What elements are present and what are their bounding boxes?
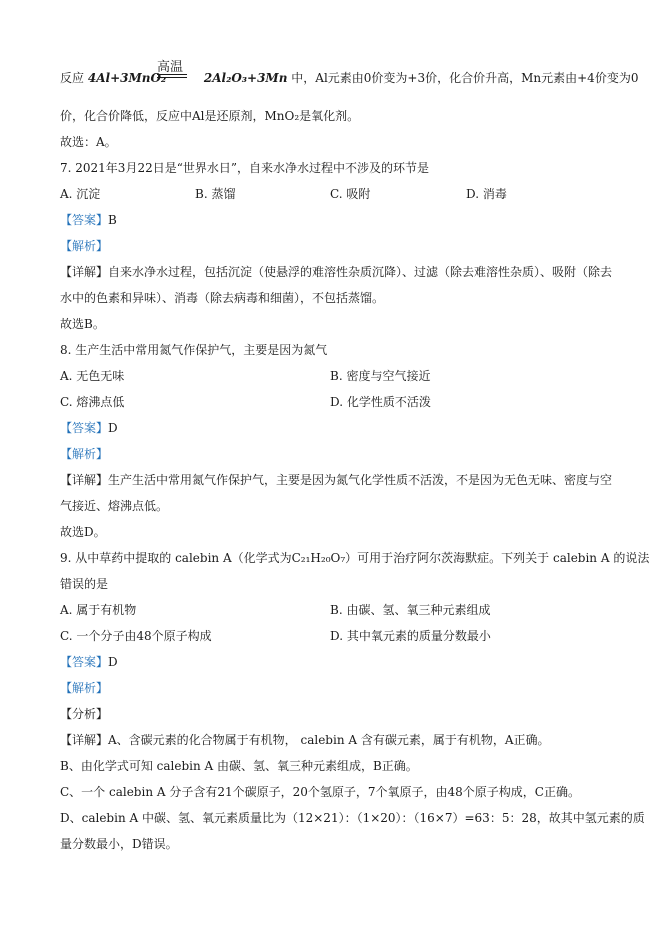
- q8-answer-tag: 【答案】: [60, 421, 109, 435]
- reaction-line: [60, 70, 638, 86]
- q7-option-c: C. 吸附: [330, 187, 371, 201]
- q9-detail-a-text: A、含碳元素的化合物属于有机物， calebin A 含有碳元素，属于有机物，A正确。: [108, 733, 550, 747]
- q8-conclusion: 故选D。: [60, 525, 106, 539]
- q7-conclusion: 故选B。: [60, 317, 105, 331]
- q7-detail-1: [60, 264, 612, 280]
- q8-detail-1: [60, 472, 612, 488]
- q7-option-d: D. 消毒: [466, 187, 507, 201]
- q8-option-b: B. 密度与空气接近: [330, 369, 431, 383]
- q8-option-c: C. 熔沸点低: [60, 395, 125, 409]
- q7-answer-tag: 【答案】: [60, 213, 109, 227]
- q9-stem-1: 9. 从中草药中提取的 calebin A（化学式为C₂₁H₂₀O₇）可用于治疗阿尔茨海默症。下列关于 calebin A 的说法: [60, 551, 650, 565]
- reaction-equals-top: [157, 74, 187, 75]
- q8-detail-text-1: 生产生活中常用氮气作保护气，主要是因为氮气化学性质不活泼，不是因为无色无味、密度与空: [108, 473, 613, 487]
- q9-detail-d1: D、calebin A 中碳、氢、氧元素质量比为（12×21）：（1×20）：（16×7）=63：5：28，故其中氢元素的质: [60, 811, 645, 825]
- q9-detail-tag: 【详解】: [60, 733, 109, 747]
- q9-analysis-tag: 【解析】: [60, 681, 109, 695]
- q7-option-a: A. 沉淀: [60, 187, 101, 201]
- q9-fenxi-tag: 【分析】: [60, 707, 109, 721]
- q9-option-a: A. 属于有机物: [60, 603, 137, 617]
- reaction-continuation: 价，化合价降低，反应中Al是还原剂，MnO₂是氧化剂。: [60, 109, 360, 123]
- q8-detail-tag: 【详解】: [60, 473, 109, 487]
- q9-detail-a: [60, 732, 550, 748]
- reaction-lhs: 4Al+3MnO₂: [87, 71, 167, 85]
- q9-option-d: D. 其中氧元素的质量分数最小: [330, 629, 491, 643]
- q9-detail-b: B、由化学式可知 calebin A 由碳、氢、氧三种元素组成，B正确。: [60, 759, 418, 773]
- q6-conclusion: 故选：A。: [60, 135, 117, 149]
- q9-answer-tag: 【答案】: [60, 655, 109, 669]
- q7-answer: [60, 212, 117, 228]
- q7-stem: 7. 2021年3月22日是“世界水日”，自来水净水过程中不涉及的环节是: [60, 161, 429, 175]
- reaction-suffix: 中，Al元素由0价变为+3价，化合价升高，Mn元素由+4价变为0: [291, 71, 639, 85]
- q8-option-d: D. 化学性质不活泼: [330, 395, 431, 409]
- q9-option-b: B. 由碳、氢、氧三种元素组成: [330, 603, 491, 617]
- q8-answer-value: D: [108, 421, 118, 435]
- reaction-condition: 高温: [157, 60, 184, 75]
- reaction-prefix: 反应: [60, 71, 85, 85]
- q7-detail-2: 水中的色素和异味）、消毒（除去病毒和细菌），不包括蒸馏。: [60, 291, 385, 305]
- q8-detail-2: 气接近、熔沸点低。: [60, 499, 169, 513]
- q9-detail-d2: 量分数最小，D错误。: [60, 837, 178, 851]
- q9-answer: [60, 654, 118, 670]
- reaction-rhs: 2Al₂O₃+3Mn: [203, 71, 288, 85]
- q8-answer: [60, 420, 118, 436]
- q7-detail-text-1: 自来水净水过程，包括沉淀（使悬浮的难溶性杂质沉降）、过滤（除去难溶性杂质）、吸附（除去: [108, 265, 613, 279]
- q7-option-b: B. 蒸馏: [195, 187, 236, 201]
- q8-stem: 8. 生产生活中常用氮气作保护气，主要是因为氮气: [60, 343, 328, 357]
- q7-detail-tag: 【详解】: [60, 265, 109, 279]
- q8-analysis-tag: 【解析】: [60, 447, 109, 461]
- q9-answer-value: D: [108, 655, 118, 669]
- reaction-equals-bottom: [157, 77, 187, 78]
- q7-analysis-tag: 【解析】: [60, 239, 109, 253]
- q9-detail-c: C、一个 calebin A 分子含有21个碳原子，20个氢原子，7个氧原子，由48个原子构成，C正确。: [60, 785, 580, 799]
- q9-option-c: C. 一个分子由48个原子构成: [60, 629, 212, 643]
- q7-answer-value: B: [108, 213, 117, 227]
- q8-option-a: A. 无色无味: [60, 369, 125, 383]
- q9-stem-2: 错误的是: [60, 577, 109, 591]
